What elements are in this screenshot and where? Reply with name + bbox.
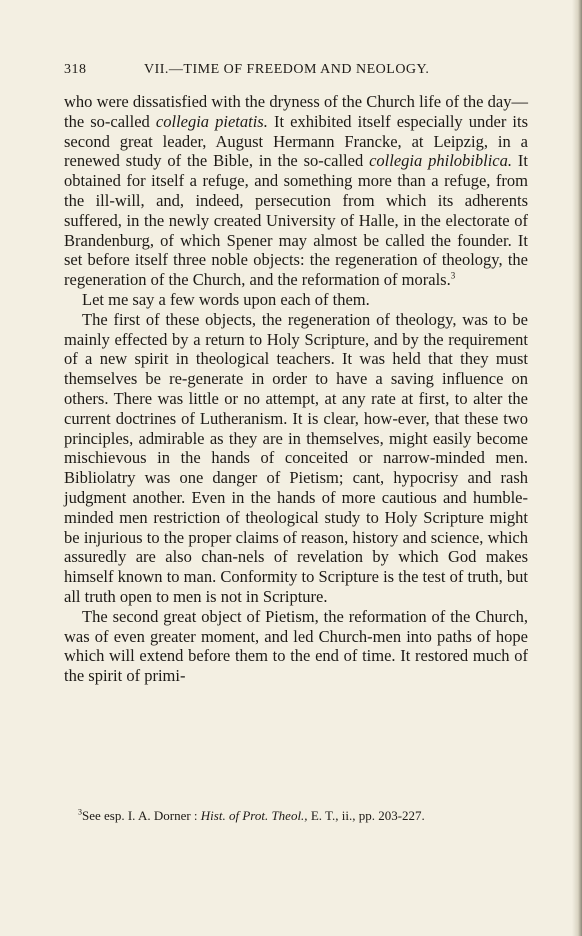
text-segment: The first of these objects, the regeneration of theology, was to be mainly effected by a return to Holy Scripture, and by the requirement of a new spirit in theological teachers. It was held that they must themselves be re-generate in order to have a saving influence on others. There was little or no attempt, at any rate at first, to alter the current doctrines of Lutheranism. It is clear, how-ever, that these two principles, admirable as they are in themselves, might easily become mischievous in the hands of conceited or narrow-minded men. Bibliolatry was one danger of Pietism; cant, hypocrisy and rash judgment another. Even in the hands of more cautious and humble-minded men restriction of theological study to Holy Scripture might be injurious to the proper claims of reason, history and science, which assuredly are also chan-nels of revelation by which God makes himself known to man. Conformity to Scripture is the test of truth, but all truth open to men is not in Scripture. bbox=[64, 309, 528, 606]
body-text bbox=[64, 92, 528, 686]
running-head: VII.—TIME OF FREEDOM AND NEOLOGY. bbox=[144, 62, 430, 77]
paragraph bbox=[64, 607, 528, 686]
paragraph bbox=[64, 310, 528, 607]
page-header bbox=[64, 62, 528, 82]
footnote-marker: 3 bbox=[450, 270, 456, 281]
italic-title: Hist. of Prot. Theol., bbox=[200, 808, 308, 823]
footnote-text bbox=[64, 808, 528, 824]
text-segment: The second great object of Pietism, the reformation of the Church, was of even greater moment, and led Church-men into paths of hope which will extend before them to the end of time. It restored much of the spirit of primi- bbox=[64, 606, 528, 686]
footnote-number: 3 bbox=[78, 807, 82, 817]
text-segment: who were dissatisfied with the dryness of the Church life of the day—the so-called bbox=[64, 92, 528, 131]
italic-term: collegia philobiblica. bbox=[369, 151, 513, 171]
text-segment: It exhibited itself especially under its second great leader, August Hermann Francke, at Leipzig, in a renewed study of the Bible, in the so-called bbox=[64, 111, 528, 171]
page-number: 318 bbox=[64, 62, 87, 77]
footnote bbox=[64, 808, 528, 824]
text-segment: Let me say a few words upon each of them. bbox=[82, 289, 370, 309]
text-segment: It obtained for itself a refuge, and something more than a refuge, from the ill-will, and, indeed, persecution from which its adherents suffered, in the newly created University of Halle, in the electorate of Brandenburg, of which Spener may almost be called the founder. It set before itself three noble objects: the regeneration of theology, the regeneration of the Church, and the reformation of morals. bbox=[64, 151, 528, 290]
text-segment: See esp. I. A. Dorner : bbox=[82, 808, 201, 823]
text-segment: E. T., ii., pp. 203-227. bbox=[307, 808, 425, 823]
paragraph bbox=[64, 92, 528, 290]
italic-term: collegia pietatis. bbox=[155, 111, 268, 131]
page-edge-shadow bbox=[572, 0, 582, 936]
paragraph bbox=[64, 290, 528, 310]
